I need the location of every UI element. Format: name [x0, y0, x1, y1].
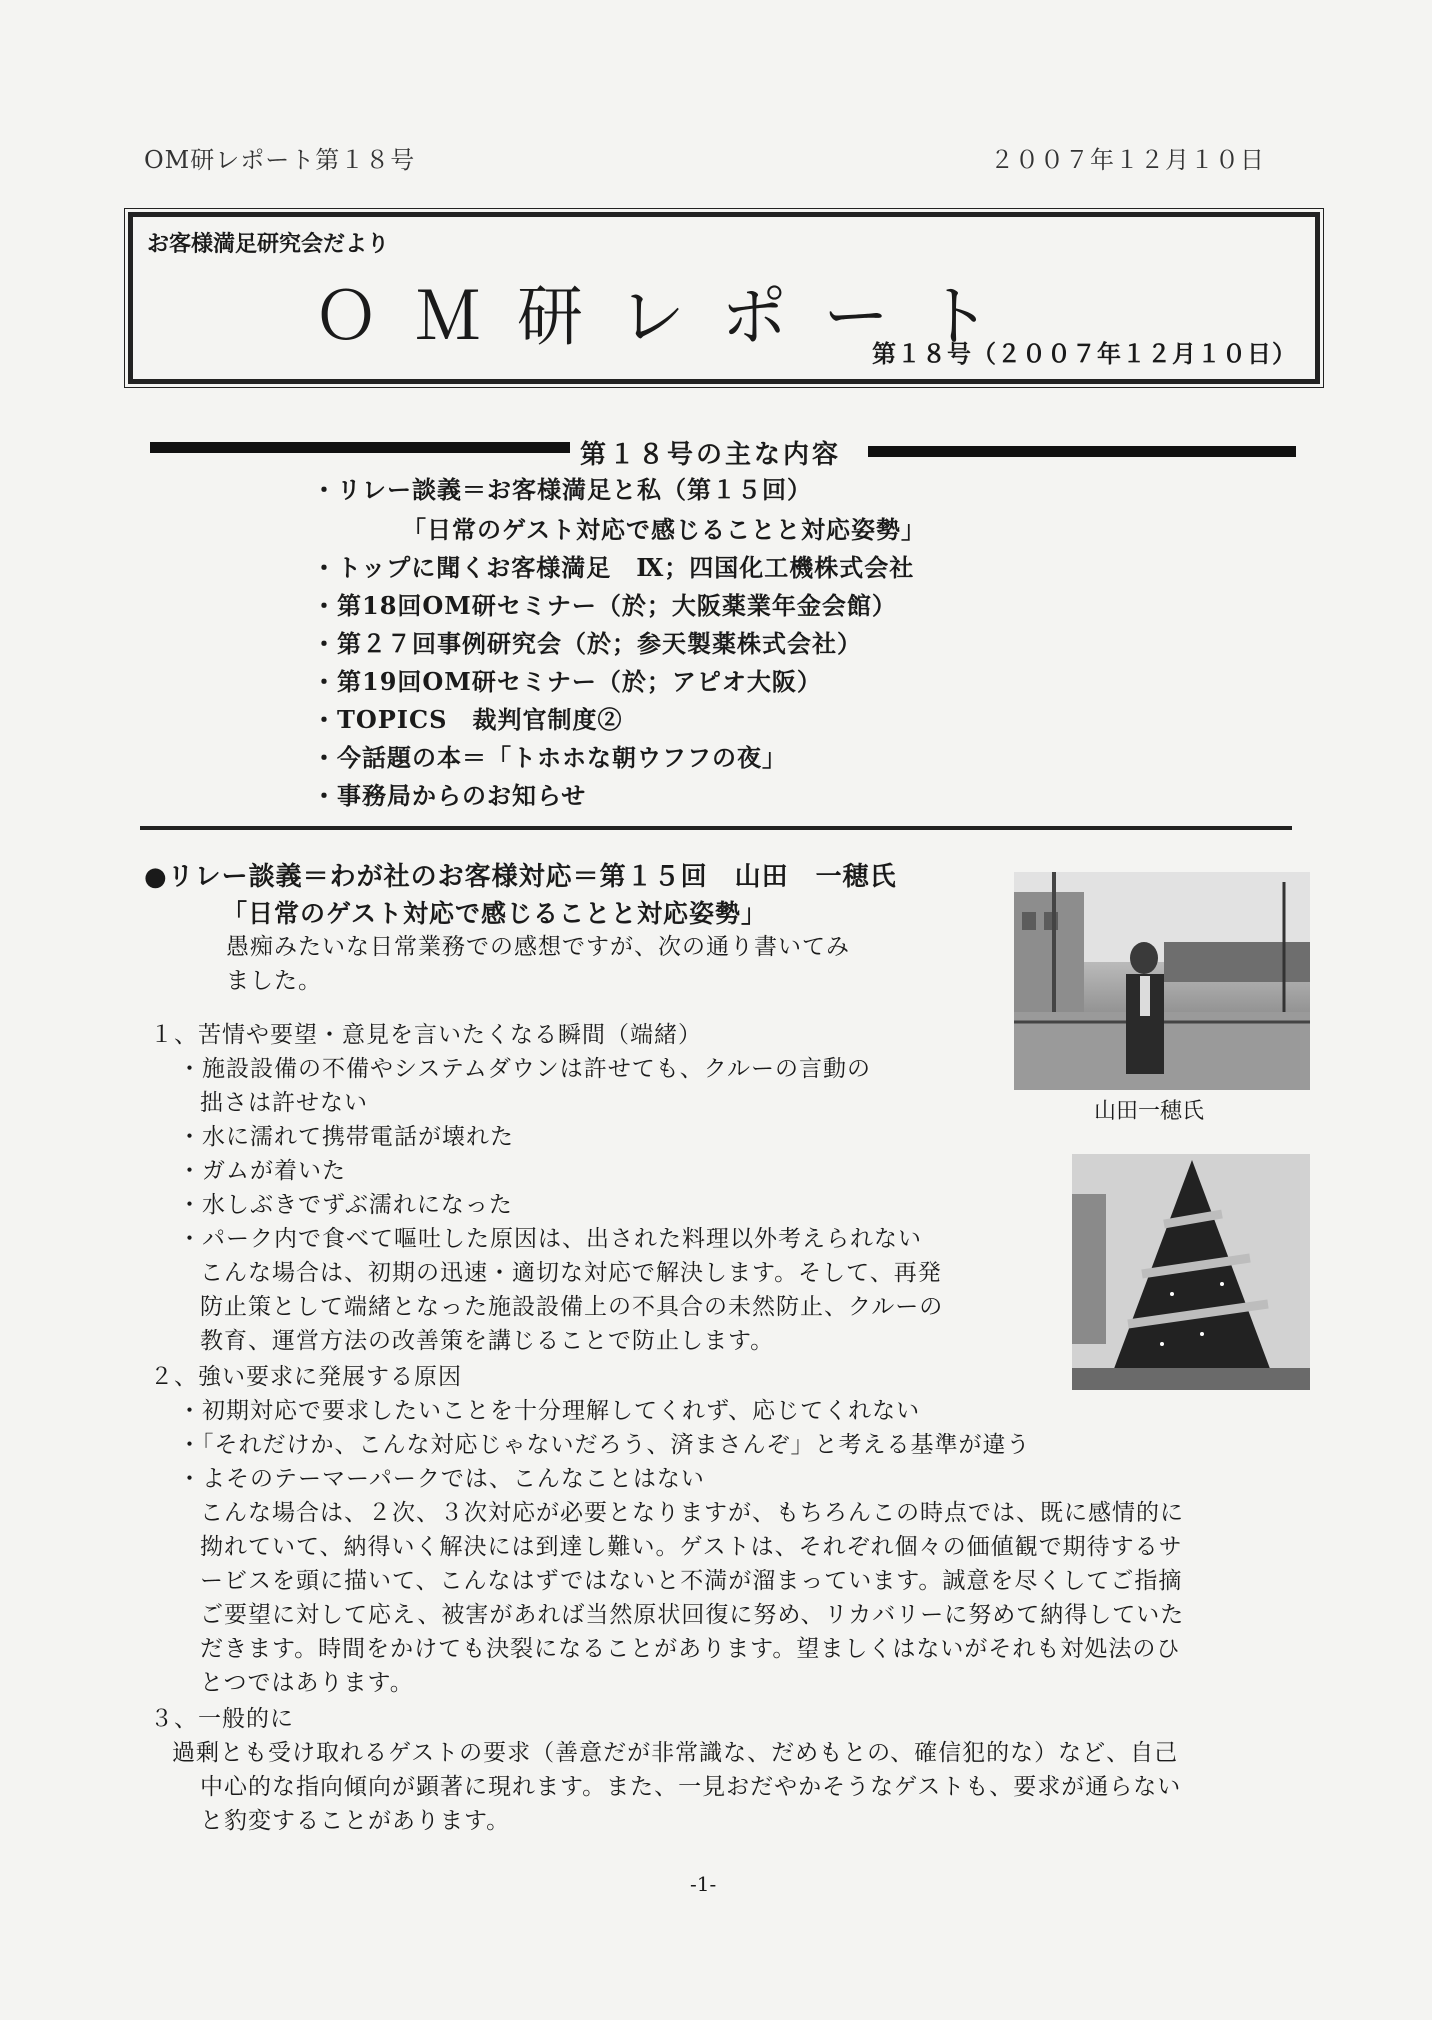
toc-item: ・今話題の本＝「トホホな朝ウフフの夜」	[312, 743, 787, 772]
section-3-title: ３、一般的に	[150, 1706, 294, 1732]
report-number: OM研レポート第１８号	[144, 146, 416, 174]
contents-bar-right	[868, 446, 1296, 457]
section-1-title: １、苦情や要望・意見を言いたくなる瞬間（端緒）	[150, 1022, 702, 1048]
paragraph-line: ご要望に対して応え、被害があれば当然原状回復に努め、リカバリーに努めて納得していた	[200, 1602, 1185, 1628]
bullet: ・水に濡れて携帯電話が壊れた	[178, 1124, 514, 1150]
newsletter-name: お客様満足研究会だより	[147, 231, 390, 257]
bullet: ・ガムが着いた	[178, 1158, 346, 1184]
toc-item: ・トップに聞くお客様満足 Ⅸ；四国化工機株式会社	[312, 553, 915, 582]
issue-label: 第１８号（２００７年１２月１０日）	[872, 339, 1297, 368]
contents-heading: 第１８号の主な内容	[580, 440, 842, 470]
portrait-photo	[1014, 872, 1310, 1090]
toc-item: ・リレー談義＝お客様満足と私（第１５回）	[312, 475, 812, 504]
toc-item: ・事務局からのお知らせ	[312, 781, 587, 810]
report-title: ＯＭ研レポート	[313, 278, 1027, 355]
bullet: ・パーク内で食べて嘔吐した原因は、出された料理以外考えられない	[178, 1226, 922, 1252]
paragraph-line: こんな場合は、初期の迅速・適切な対応で解決します。そして、再発	[200, 1260, 942, 1286]
christmas-tree-photo	[1072, 1154, 1310, 1390]
section-2-title: ２、強い要求に発展する原因	[150, 1364, 462, 1390]
bullet: ・施設設備の不備やシステムダウンは許せても、クルーの言動の	[178, 1056, 872, 1082]
article-subtitle: 「日常のゲスト対応で感じることと対応姿勢」	[222, 899, 768, 928]
bullet-cont: 拙さは許せない	[200, 1090, 368, 1116]
toc-item: ・TOPICS 裁判官制度②	[312, 705, 623, 734]
section-divider	[140, 826, 1292, 830]
paragraph-line: 拗れていて、納得いく解決には到達し難い。ゲストは、それぞれ個々の価値観で期待するサ	[200, 1534, 1183, 1560]
paragraph-line: と豹変することがあります。	[200, 1808, 511, 1834]
paragraph-line: 防止策として端緒となった施設設備上の不具合の未然防止、クルーの	[200, 1294, 944, 1320]
paragraph-line: とつではあります。	[200, 1670, 414, 1696]
paragraph-line: ービスを頭に描いて、こんなはずではないと不満が溜まっています。誠意を尽くしてご指摘	[200, 1568, 1183, 1594]
photo-caption: 山田一穂氏	[1094, 1099, 1205, 1124]
paragraph-line: だきます。時間をかけても決裂になることがあります。望ましくはないがそれも対処法のひ	[200, 1636, 1181, 1662]
bullet: ・「それだけか、こんな対応じゃないだろう、済まさんぞ」と考える基準が違う	[178, 1432, 1031, 1458]
toc-item: ・第18回OM研セミナー（於；大阪薬業年金会館）	[312, 591, 897, 620]
report-date: ２００７年１２月１０日	[990, 146, 1265, 174]
toc-item: ・第19回OM研セミナー（於；アピオ大阪）	[312, 667, 822, 696]
bullet: ・初期対応で要求したいことを十分理解してくれず、応じてくれない	[178, 1398, 921, 1424]
paragraph-line: 中心的な指向傾向が顕著に現れます。また、一見おだやかそうなゲストも、要求が通らない	[200, 1774, 1182, 1800]
toc-item: ・第２７回事例研究会（於；参天製薬株式会社）	[312, 629, 862, 658]
title-box	[128, 212, 1320, 384]
paragraph-line: こんな場合は、２次、３次対応が必要となりますが、もちろんこの時点では、既に感情的に	[200, 1500, 1184, 1526]
paragraph-line: 教育、運営方法の改善策を講じることで防止します。	[200, 1328, 775, 1354]
paragraph-line: 過剰とも受け取れるゲストの要求（善意だが非常識な、だめもとの、確信犯的な）など、自己	[172, 1740, 1179, 1766]
article-heading: ●リレー談義＝わが社のお客様対応＝第１５回 山田 一穂氏	[144, 862, 897, 892]
intro-line: ました。	[226, 968, 322, 994]
bullet: ・よそのテーマーパークでは、こんなことはない	[178, 1466, 705, 1492]
bullet: ・水しぶきでずぶ濡れになった	[178, 1192, 513, 1218]
intro-line: 愚痴みたいな日常業務での感想ですが、次の通り書いてみ	[226, 934, 850, 960]
contents-bar-left	[150, 442, 570, 453]
page-number: -1-	[690, 1872, 717, 1896]
toc-item: 「日常のゲスト対応で感じることと対応姿勢」	[402, 515, 927, 544]
